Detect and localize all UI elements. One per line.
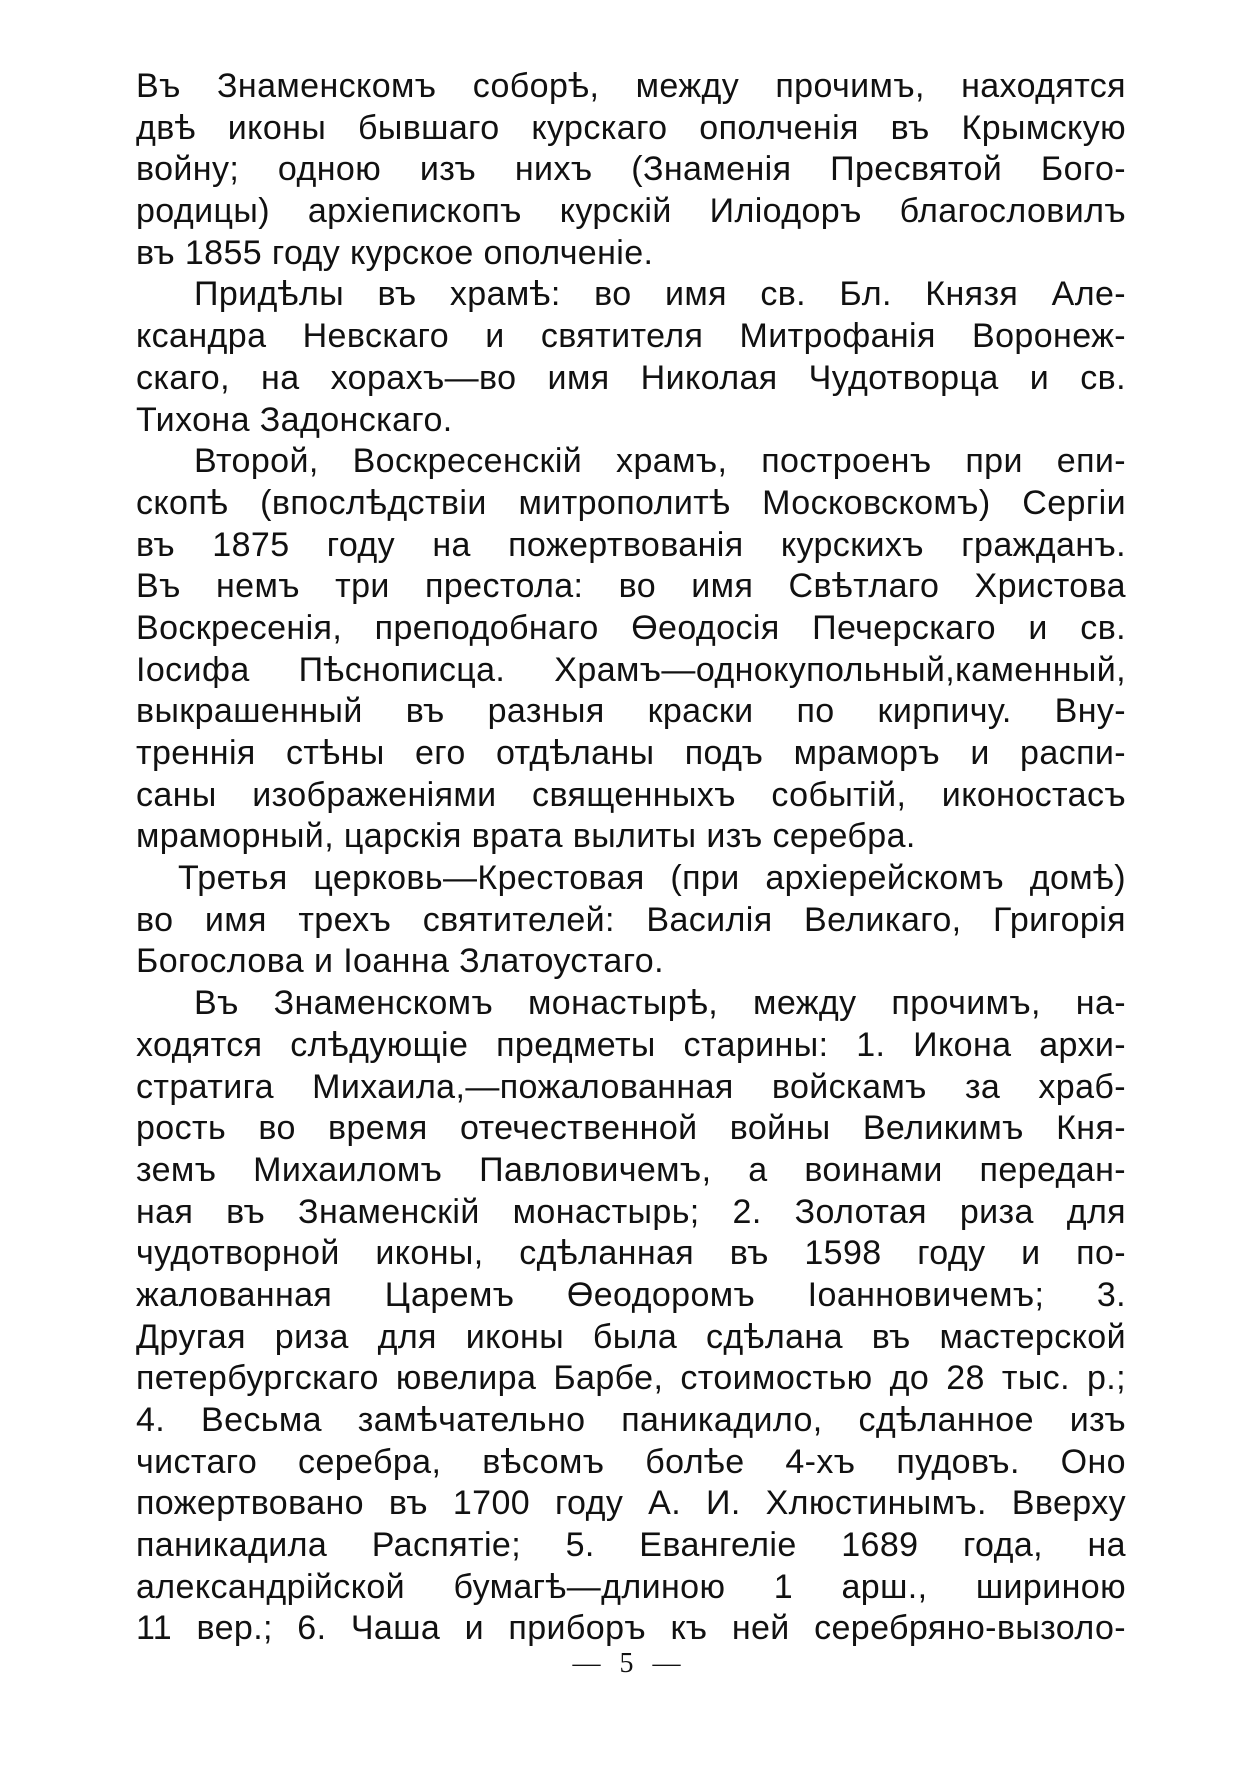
text-line: стратига Михаила,—пожалованная войскамъ за храб-	[136, 1067, 1126, 1106]
text-line: Другая риза для иконы была сдѣлана въ мастерской	[136, 1317, 1126, 1356]
text-line: выкрашенный въ разныя краски по кирпичу. Вну-	[136, 692, 1126, 731]
body-text	[136, 66, 1126, 1650]
page-number: — 5 —	[572, 1648, 687, 1679]
text-line: двѣ иконы бывшаго курскаго ополченія въ Крымскую	[136, 108, 1126, 147]
text-line: Третья церковь—Крестовая (при архіерейскомъ домѣ)	[178, 859, 1126, 898]
text-line: въ 1875 году на пожертвованія курскихъ гражданъ.	[136, 525, 1126, 564]
text-line: петербургскаго ювелира Барбе, стоимостью до 28 тыс. р.;	[136, 1359, 1126, 1398]
text-line: Тихона Задонскаго.	[136, 400, 453, 439]
text-line: войну; одною изъ нихъ (Знаменія Пресвятой Бого-	[136, 150, 1126, 189]
text-line: скаго, на хорахъ—во имя Николая Чудотворца и св.	[136, 358, 1126, 397]
text-line: Богослова и Іоанна Златоустаго.	[136, 942, 664, 981]
text-line: скопѣ (впослѣдствіи митрополитѣ Московскомъ) Сергіи	[136, 483, 1126, 522]
text-line: Въ немъ три престола: во имя Свѣтлаго Христова	[136, 567, 1126, 606]
text-line: мраморный, царскія врата вылиты изъ серебра.	[136, 817, 916, 856]
text-line: саны изображеніями священныхъ событій, иконостасъ	[136, 775, 1126, 814]
text-line: ная въ Знаменскій монастырь; 2. Золотая риза для	[136, 1192, 1126, 1231]
text-line: Воскресенія, преподобнаго Өеодосія Печерскаго и св.	[136, 608, 1126, 647]
text-line: Придѣлы въ храмѣ: во имя св. Бл. Князя Але-	[194, 275, 1126, 314]
text-line: во имя трехъ святителей: Василія Великаго, Григорія	[136, 900, 1126, 939]
text-line: земъ Михаиломъ Павловичемъ, а воинами передан-	[136, 1150, 1126, 1189]
text-line: родицы) архіепископъ курскій Иліодоръ благословилъ	[136, 192, 1126, 231]
text-line: Въ Знаменскомъ соборѣ, между прочимъ, находятся	[136, 67, 1126, 105]
text-line: 11 вер.; 6. Чаша и приборъ къ ней серебряно-вызоло-	[136, 1609, 1126, 1648]
text-line: александрійской бумагѣ—длиною 1 арш., шириною	[136, 1567, 1126, 1606]
text-line: рость во время отечественной войны Великимъ Кня-	[136, 1109, 1126, 1148]
text-line: паникадила Распятіе; 5. Евангеліе 1689 года, на	[136, 1526, 1126, 1565]
text-line: пожертвовано въ 1700 году А. И. Хлюстинымъ. Вверху	[136, 1484, 1126, 1523]
text-line: въ 1855 году курское ополченіе.	[136, 233, 654, 272]
text-line: ксандра Невскаго и святителя Митрофанія Воронеж-	[136, 317, 1126, 356]
text-line: 4. Весьма замѣчательно паникадило, сдѣланное изъ	[136, 1401, 1126, 1439]
text-line: Второй, Воскресенскій храмъ, построенъ при епи-	[194, 442, 1126, 481]
text-line: треннія стѣны его отдѣланы подъ мраморъ и распи-	[136, 734, 1126, 772]
text-line: Іосифа Пѣснописца. Храмъ—однокупольный,каменный,	[136, 650, 1126, 689]
text-line: Въ Знаменскомъ монастырѣ, между прочимъ, на-	[194, 984, 1126, 1023]
text-line: ходятся слѣдующіе предметы старины: 1. Икона архи-	[136, 1025, 1126, 1064]
text-line: чистаго серебра, вѣсомъ болѣе 4-хъ пудовъ. Оно	[136, 1442, 1126, 1481]
text-line: чудотворной иконы, сдѣланная въ 1598 году и по-	[136, 1234, 1126, 1273]
text-line: жалованная Царемъ Өеодоромъ Іоанновичемъ; 3.	[136, 1275, 1126, 1314]
